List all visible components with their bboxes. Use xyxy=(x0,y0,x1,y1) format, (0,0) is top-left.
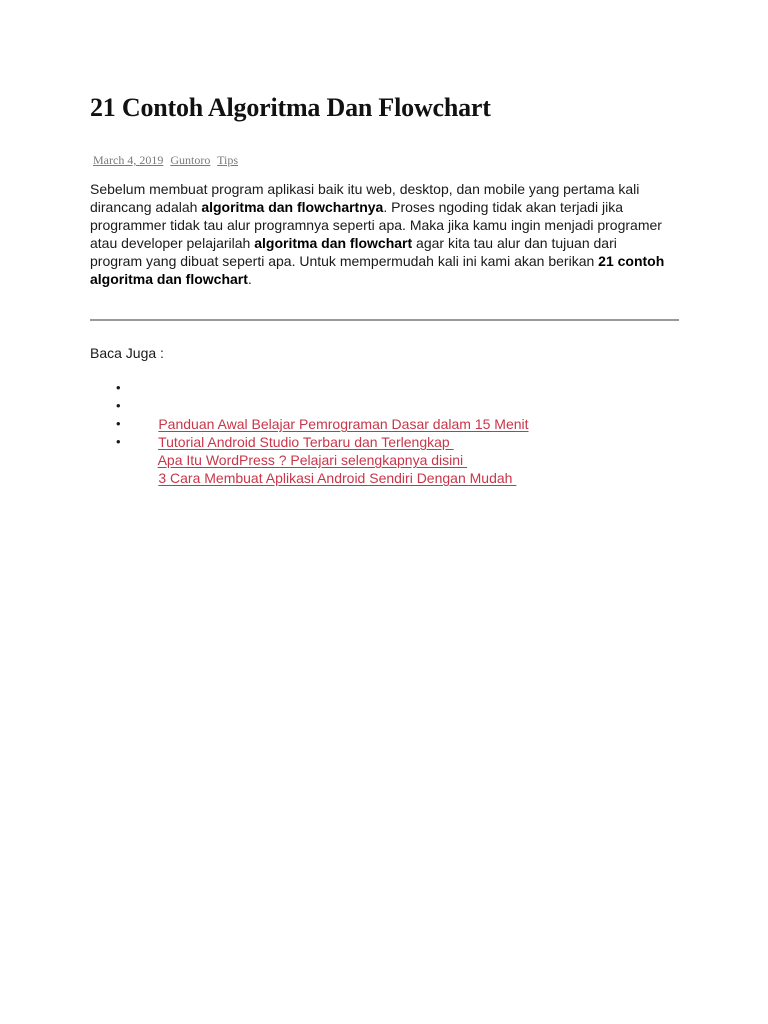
related-link[interactable]: Apa Itu WordPress ? Pelajari selengkapnya disini xyxy=(157,452,468,468)
intro-text-1: Sebelum membuat program aplikasi baik itu web, desktop, dan mobile yang pertama kali dirancang adalah xyxy=(90,181,640,215)
intro-bold-1: algoritma dan flowchartnya xyxy=(201,199,384,215)
bullet-icon: • xyxy=(116,416,121,431)
related-link[interactable]: Panduan Awal Belajar Pemrograman Dasar dalam 15 Menit xyxy=(158,416,529,432)
post-author-link[interactable]: Guntoro xyxy=(170,153,211,167)
related-links-list xyxy=(90,379,529,486)
post-meta xyxy=(93,153,242,168)
post-date-link[interactable]: March 4, 2019 xyxy=(93,153,164,167)
bullet-icon: • xyxy=(116,398,121,413)
intro-text-4: . xyxy=(247,271,252,287)
related-link[interactable]: 3 Cara Membuat Aplikasi Android Sendiri Dengan Mudah xyxy=(158,470,517,486)
intro-bold-3: 21 contoh algoritma dan flowchart xyxy=(90,253,665,287)
section-divider xyxy=(90,319,679,321)
intro-text-2: . Proses ngoding tidak akan terjadi jika programmer tidak tau alur programnya seperti apa. Maka jika kamu ingin menjadi programer atau developer pelajarilah xyxy=(90,199,662,251)
intro-bold-2: algoritma dan flowchart xyxy=(254,235,413,251)
intro-text-3: agar kita tau alur dan tujuan dari program yang dibuat seperti apa. Untuk mempermudah kali ini kami akan berikan xyxy=(90,235,617,269)
post-category-link[interactable]: Tips xyxy=(217,153,239,167)
baca-juga-label: Baca Juga : xyxy=(90,345,164,361)
intro-paragraph xyxy=(90,180,670,288)
related-link[interactable]: Tutorial Android Studio Terbaru dan Terlengkap xyxy=(158,434,454,450)
list-item xyxy=(90,379,529,432)
bullet-icon: • xyxy=(116,434,121,449)
bullet-icon: • xyxy=(116,380,121,395)
article-title: 21 Contoh Algoritma Dan Flowchart xyxy=(90,93,491,122)
